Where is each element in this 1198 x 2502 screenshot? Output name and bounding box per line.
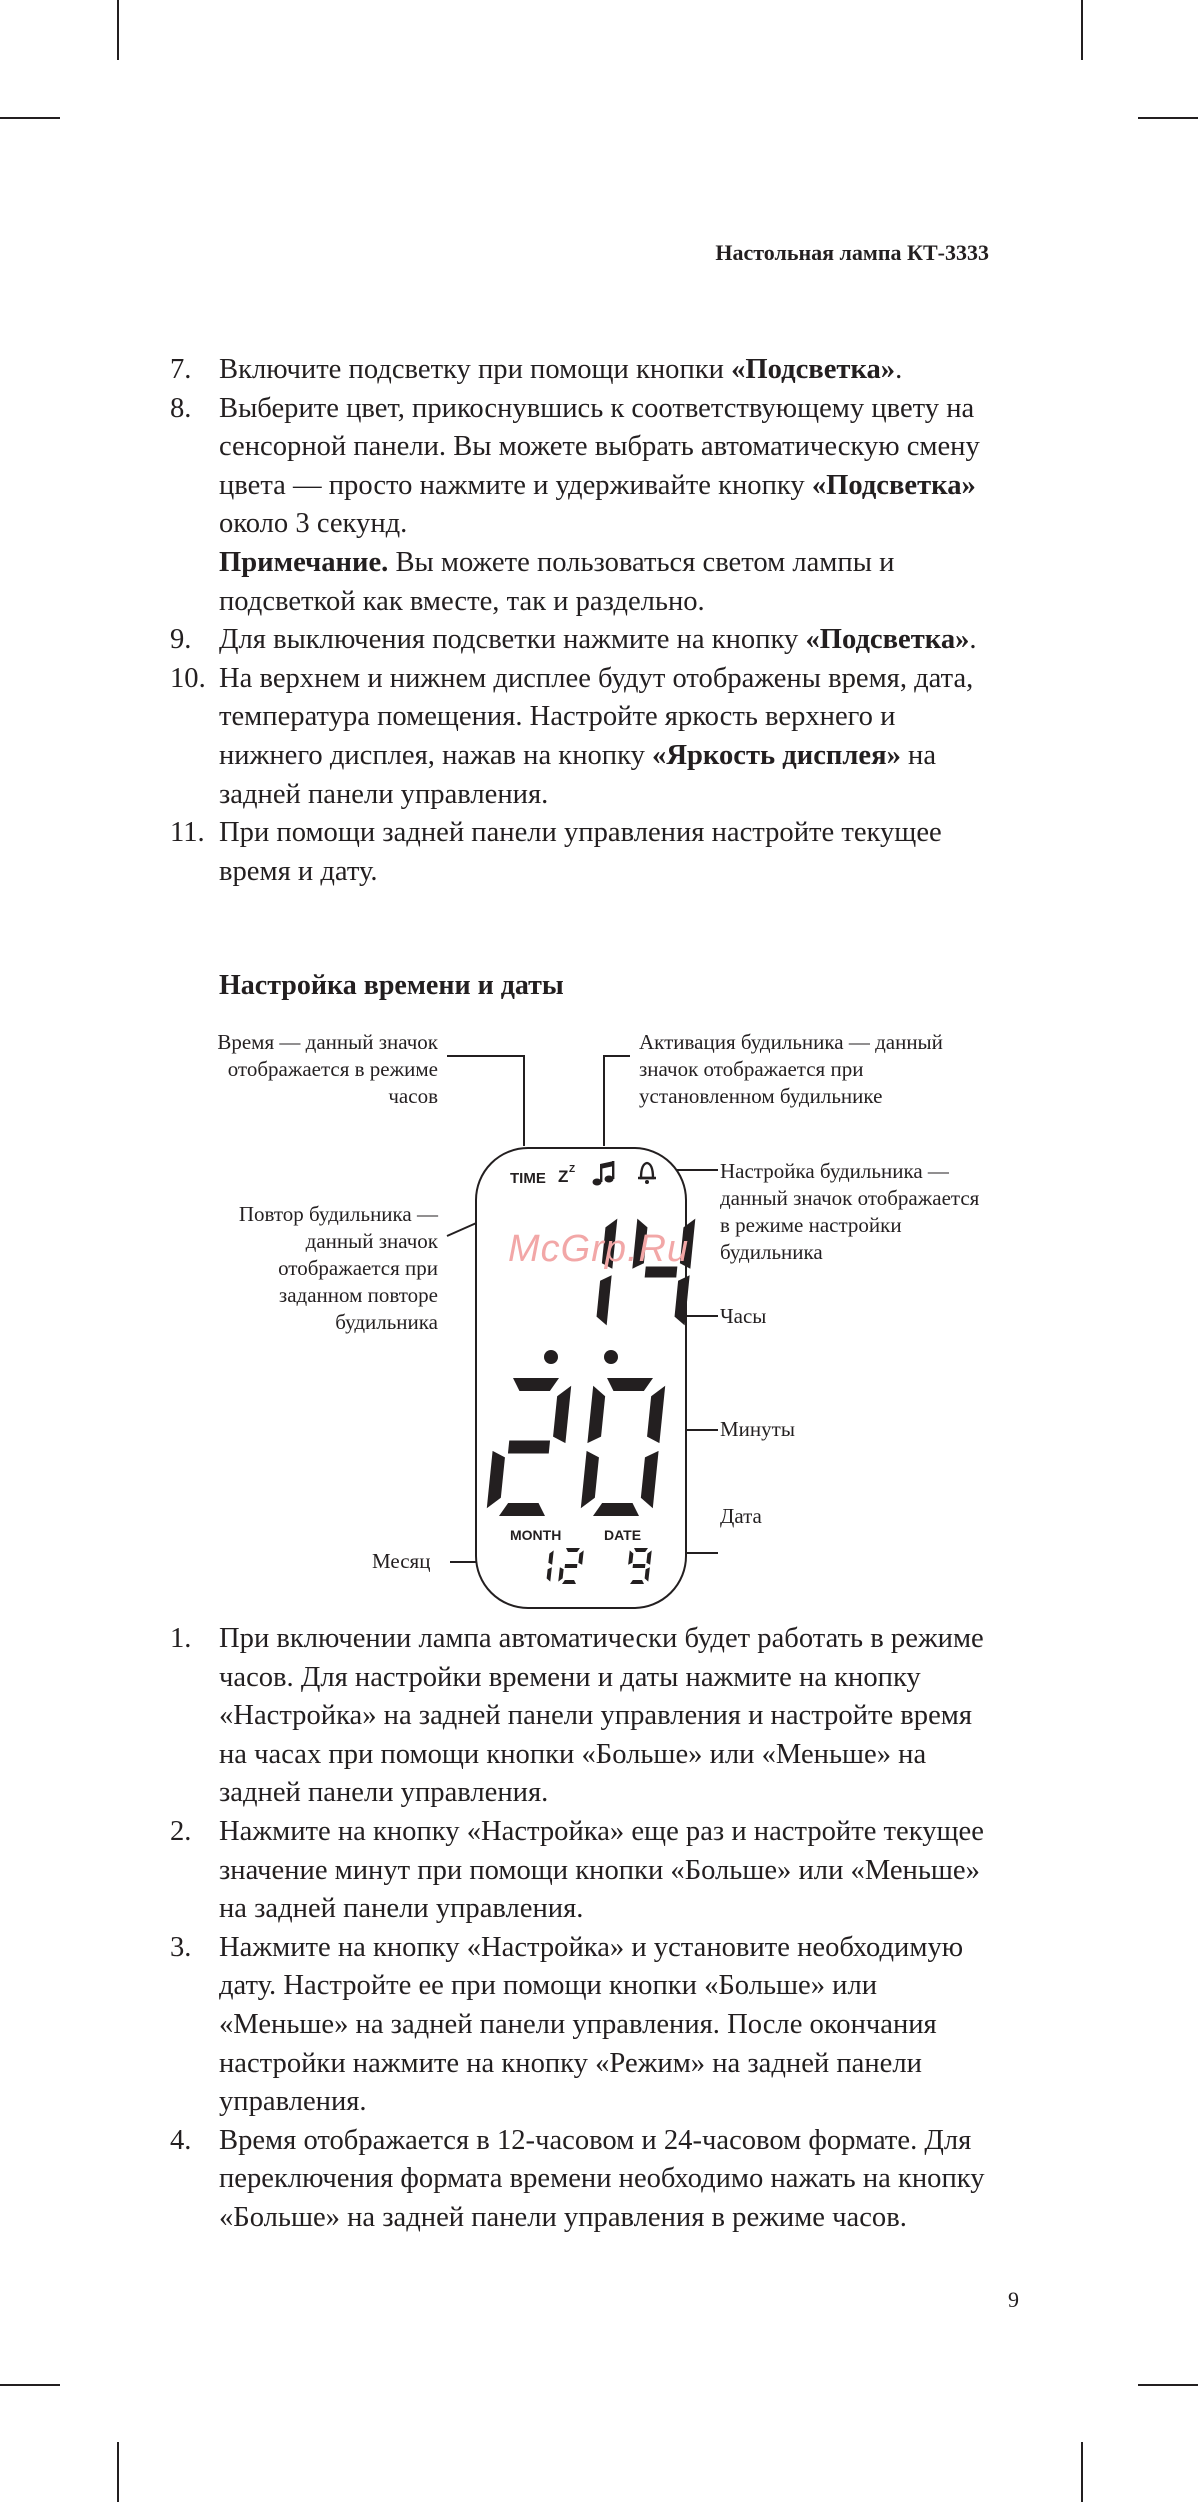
list-item-text: около 3 секунд. bbox=[219, 508, 408, 540]
crop-mark bbox=[117, 2442, 119, 2502]
callout-snooze: Повтор будильника — данный значок отображается при заданном повторе будильника bbox=[238, 1202, 438, 1334]
list-item bbox=[170, 1813, 1000, 1929]
list-item-text: При помощи задней панели управления настройте текущее время и дату. bbox=[219, 817, 942, 887]
list-item bbox=[170, 351, 1000, 390]
date-label: DATE bbox=[604, 1527, 642, 1543]
steps-list-top bbox=[170, 351, 1000, 891]
list-item-number: 11. bbox=[170, 817, 205, 849]
lcd-display bbox=[476, 1148, 686, 1608]
button-name: «Яркость дисплея» bbox=[652, 739, 901, 771]
list-item bbox=[170, 390, 1000, 622]
list-item bbox=[170, 621, 1000, 660]
crop-mark bbox=[117, 0, 119, 60]
note bbox=[219, 544, 1000, 621]
list-item-text: Нажмите на кнопку «Настройка» еще раз и настройте текущее значение минут при помощи кнопки «Больше» или «Меньше» на задней панели управления. bbox=[219, 1815, 984, 1925]
callout-alarm-active: Активация будильника — данный значок отображается при установленном будильнике bbox=[639, 1030, 943, 1108]
callout-date: Дата bbox=[720, 1504, 762, 1528]
button-name: «Подсветка» bbox=[805, 624, 970, 656]
page-number: 9 bbox=[1008, 2287, 1019, 2312]
colon-dot bbox=[544, 1350, 558, 1364]
crop-mark bbox=[1138, 2384, 1198, 2386]
list-item-text: На верхнем и нижнем дисплее будут отображены время, дата, температура помещения. Настройте яркость верхнего и нижнего дисплея, нажав на кнопку bbox=[219, 662, 974, 771]
lcd-segment bbox=[633, 1564, 646, 1568]
colon-dot bbox=[604, 1350, 618, 1364]
list-item-number: 8. bbox=[170, 392, 192, 424]
note-text: Вы можете пользоваться светом лампы и подсветкой как вместе, так и раздельно. bbox=[219, 546, 895, 617]
list-item bbox=[170, 660, 1000, 814]
crop-mark bbox=[1138, 117, 1198, 119]
section-title: Настройка времени и даты bbox=[219, 970, 564, 1001]
list-item-text: Время отображается в 12-часовом и 24-часовом формате. Для переключения формата времени необходимо нажать на кнопку «Больше» на задней панели управления в режиме часов. bbox=[219, 2124, 985, 2233]
list-item-number: 1. bbox=[170, 1623, 192, 1654]
list-item bbox=[170, 2122, 1000, 2238]
list-item-number: 3. bbox=[170, 1931, 192, 1963]
crop-mark bbox=[0, 117, 60, 119]
list-item-number: 4. bbox=[170, 2124, 192, 2156]
steps-list-bottom bbox=[170, 1620, 1000, 2238]
callout-minutes: Минуты bbox=[720, 1417, 795, 1441]
snooze-zz-icon: Z bbox=[558, 1167, 569, 1186]
crop-mark bbox=[1081, 2442, 1083, 2502]
list-item-text: на задней панели управления. bbox=[219, 739, 937, 810]
list-item-text: . bbox=[969, 624, 977, 656]
list-item-text: При включении лампа автоматически будет работать в режиме часов. Для настройки времени и даты нажмите на кнопку «Настройка» на задней панели управления и настройте время на часах при помощи кнопки «Больше» или «Меньше» на задней панели управления. bbox=[219, 1623, 984, 1809]
list-item bbox=[170, 1929, 1000, 2122]
list-item-number: 2. bbox=[170, 1815, 192, 1847]
button-name: «Подсветка» bbox=[731, 354, 896, 385]
lcd-segment bbox=[565, 1564, 578, 1568]
callout-time: Время — данный значок отображается в режиме часов bbox=[217, 1030, 438, 1108]
crop-mark bbox=[0, 2384, 60, 2386]
list-item bbox=[170, 814, 1000, 891]
callout-month: Месяц bbox=[372, 1549, 431, 1573]
list-item-number: 9. bbox=[170, 624, 192, 656]
list-item-text: Нажмите на кнопку «Настройка» и установите необходимую дату. Настройте ее при помощи кнопки «Больше» или «Меньше» на задней панели управления. После окончания настройки нажмите на кнопку «Режим» на задней панели управления. bbox=[219, 1931, 964, 2118]
button-name: «Подсветка» bbox=[811, 469, 976, 501]
leader-alarm-active bbox=[604, 1056, 630, 1146]
list-item-text: Для выключения подсветки нажмите на кнопку bbox=[219, 624, 806, 656]
list-item bbox=[170, 1620, 1000, 1813]
list-item-text: Включите подсветку при помощи кнопки bbox=[219, 354, 732, 385]
list-item-number: 7. bbox=[170, 354, 192, 385]
callout-hours: Часы bbox=[720, 1304, 767, 1328]
list-item-number: 10. bbox=[170, 662, 206, 694]
callout-alarm-setting: Настройка будильника — данный значок отображается в режиме настройки будильника bbox=[720, 1159, 980, 1264]
leader-time bbox=[447, 1056, 524, 1146]
list-item-text: Выберите цвет, прикоснувшись к соответствующему цвету на сенсорной панели. Вы можете выбрать автоматическую смену цвета — просто нажмите и удерживайте кнопку bbox=[219, 392, 980, 501]
note-label: Примечание. bbox=[219, 546, 389, 578]
lcd-diagram bbox=[0, 1000, 1198, 1620]
lcd-segment bbox=[508, 1441, 550, 1454]
month-label: MONTH bbox=[510, 1527, 562, 1543]
watermark: McGrp.Ru bbox=[508, 1228, 690, 1270]
snooze-zz-icon: Z bbox=[569, 1164, 576, 1175]
running-header: Настольная лампа КТ-3333 bbox=[715, 240, 989, 265]
crop-mark bbox=[1081, 0, 1083, 60]
time-indicator-icon: TIME bbox=[510, 1170, 546, 1187]
list-item-text: . bbox=[895, 354, 903, 385]
